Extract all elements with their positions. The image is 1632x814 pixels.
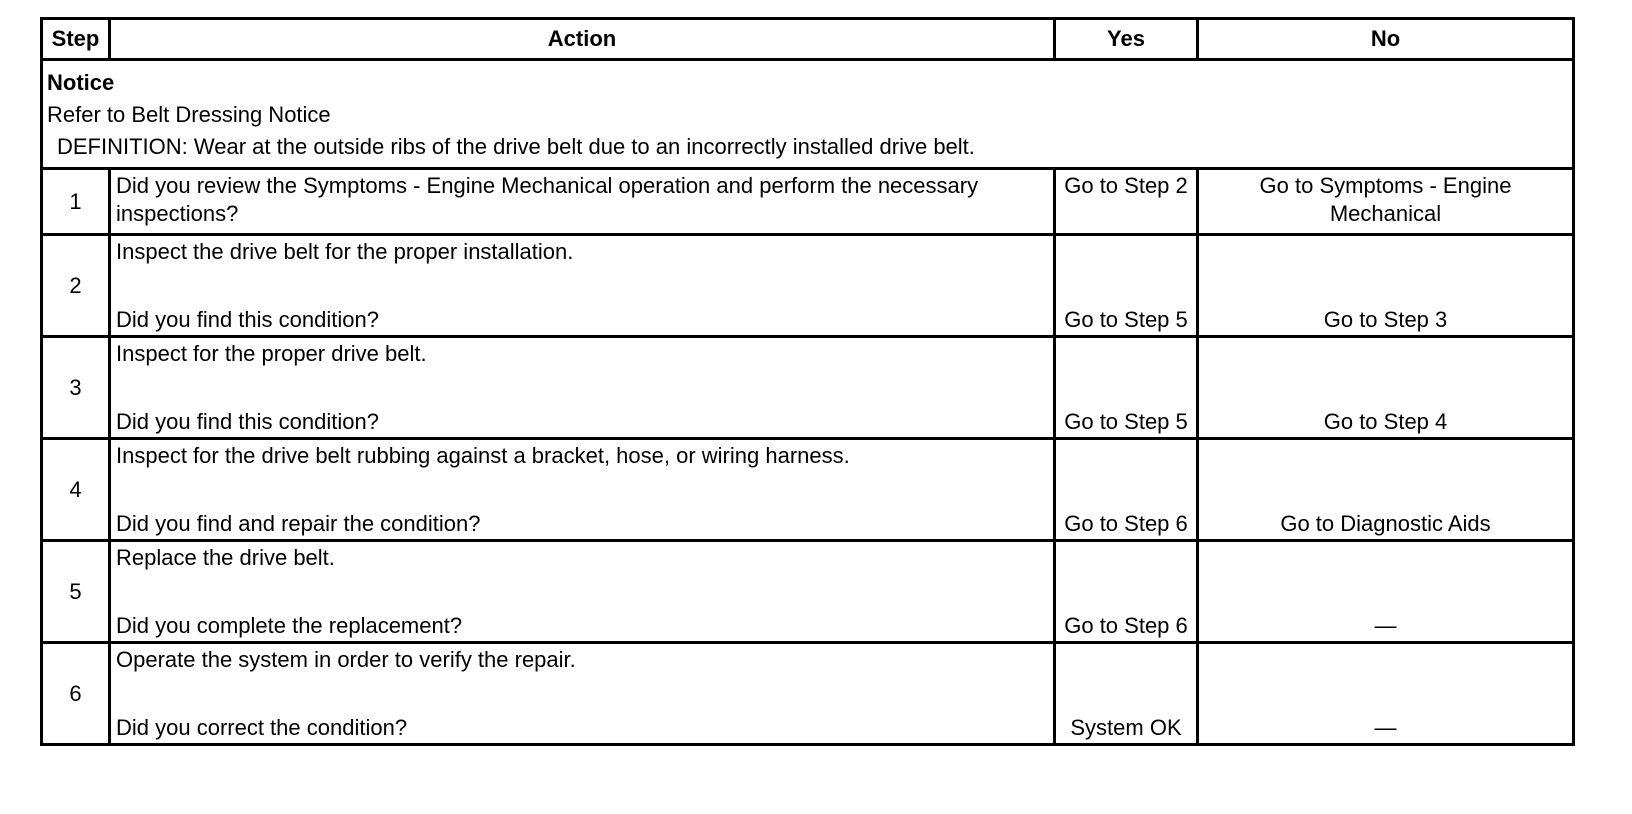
step-action-text: Did you review the Symptoms - Engine Mechanical operation and perform the necessary inspections? [116, 173, 979, 226]
notice-cell [42, 60, 1574, 169]
table-row-step-3 [42, 337, 1574, 439]
notice-row [42, 60, 1574, 169]
header-action: Action [110, 19, 1055, 60]
table-row-step-2 [42, 235, 1574, 337]
step-question: Did you complete the replacement? [116, 613, 463, 638]
header-no: No [1198, 19, 1574, 60]
step-action [110, 541, 1055, 643]
step-action-text: Replace the drive belt. [116, 545, 335, 570]
step-yes-result[interactable]: Go to Step 5 [1055, 235, 1198, 337]
step-question: Did you find and repair the condition? [116, 511, 481, 536]
step-action-text: Inspect the drive belt for the proper installation. [116, 239, 574, 264]
header-step: Step [42, 19, 110, 60]
step-number: 5 [42, 541, 110, 643]
diagnostic-table [40, 17, 1575, 746]
header-yes: Yes [1055, 19, 1198, 60]
step-action [110, 643, 1055, 745]
notice-definition: DEFINITION: Wear at the outside ribs of the drive belt due to an incorrectly installed drive belt. [57, 134, 975, 159]
table-row-step-1 [42, 169, 1574, 235]
step-no-result[interactable]: Go to Step 4 [1198, 337, 1574, 439]
step-yes-result[interactable]: Go to Step 5 [1055, 337, 1198, 439]
table-row-step-4 [42, 439, 1574, 541]
step-yes-result[interactable]: Go to Step 2 [1055, 169, 1198, 235]
step-yes-result: System OK [1055, 643, 1198, 745]
step-action-text: Operate the system in order to verify the repair. [116, 647, 576, 672]
diagnostic-table-container [40, 17, 1572, 746]
step-action [110, 169, 1055, 235]
step-yes-result[interactable]: Go to Step 6 [1055, 439, 1198, 541]
step-question: Did you find this condition? [116, 409, 379, 434]
step-action-text: Inspect for the drive belt rubbing against a bracket, hose, or wiring harness. [116, 443, 850, 468]
table-row-step-5 [42, 541, 1574, 643]
notice-reference-link[interactable]: Refer to Belt Dressing Notice [47, 102, 331, 127]
step-action [110, 235, 1055, 337]
table-row-step-6 [42, 643, 1574, 745]
step-action [110, 439, 1055, 541]
step-number: 3 [42, 337, 110, 439]
step-number: 1 [42, 169, 110, 235]
step-no-result: — [1198, 541, 1574, 643]
step-number: 2 [42, 235, 110, 337]
step-action [110, 337, 1055, 439]
step-no-result[interactable]: Go to Step 3 [1198, 235, 1574, 337]
step-number: 4 [42, 439, 110, 541]
step-no-result: — [1198, 643, 1574, 745]
step-yes-result[interactable]: Go to Step 6 [1055, 541, 1198, 643]
step-number: 6 [42, 643, 110, 745]
step-question: Did you find this condition? [116, 307, 379, 332]
step-no-result[interactable]: Go to Symptoms - Engine Mechanical [1198, 169, 1574, 235]
table-header-row [42, 19, 1574, 60]
step-action-text: Inspect for the proper drive belt. [116, 341, 427, 366]
notice-title: Notice [47, 70, 115, 95]
step-no-result[interactable]: Go to Diagnostic Aids [1198, 439, 1574, 541]
step-question: Did you correct the condition? [116, 715, 408, 740]
